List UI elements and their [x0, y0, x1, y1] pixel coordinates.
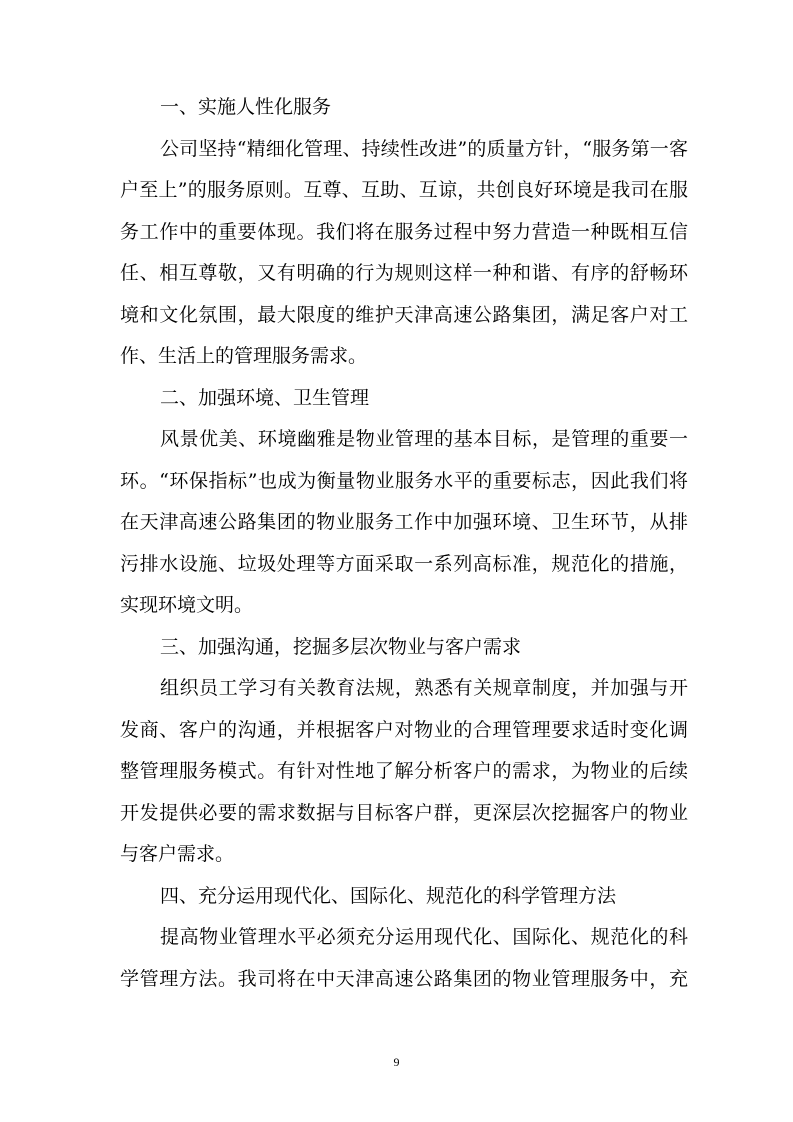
paragraph-line: 公司坚持“精细化管理、持续性改进”的质量方针，“服务第一客	[160, 137, 688, 160]
document-body	[120, 87, 688, 1000]
paragraph-line: 实现环境文明。	[120, 594, 254, 616]
paragraph-line: 务工作中的重要体现。我们将在服务过程中努力营造一种既相互信	[120, 220, 688, 243]
paragraph-line: 学管理方法。我司将在中天津高速公路集团的物业管理服务中，充	[120, 967, 688, 990]
paragraph-line: 任、相互尊敬，又有明确的行为规则这样一种和谐、有序的舒畅环	[120, 262, 688, 284]
section-heading: 一、实施人性化服务	[160, 96, 332, 118]
page-number: 9	[393, 1055, 400, 1069]
section-heading: 三、加强沟通，挖掘多层次物业与客户需求	[160, 635, 522, 658]
paragraph-line: 作、生活上的管理服务需求。	[120, 345, 368, 367]
section-heading: 二、加强环境、卫生管理	[160, 386, 370, 409]
paragraph-line: 组织员工学习有关教育法规，熟悉有关规章制度，并加强与开	[160, 677, 688, 699]
paragraph-line: 与客户需求。	[120, 843, 235, 865]
paragraph-line: 户至上”的服务原则。互尊、互助、互谅，共创良好环境是我司在服	[120, 179, 688, 201]
paragraph-line: 在天津高速公路集团的物业服务工作中加强环境、卫生环节，从排	[120, 511, 688, 533]
section-heading: 四、充分运用现代化、国际化、规范化的科学管理方法	[160, 884, 617, 907]
paragraph-line: 提高物业管理水平必须充分运用现代化、国际化、规范化的科	[160, 926, 688, 948]
paragraph-line: 发商、客户的沟通，并根据客户对物业的合理管理要求适时变化调	[120, 718, 688, 741]
paragraph-line: 开发提供必要的需求数据与目标客户群，更深层次挖掘客户的物业	[120, 801, 688, 824]
paragraph-line: 境和文化氛围，最大限度的维护天津高速公路集团，满足客户对工	[120, 303, 688, 326]
paragraph-line: 污排水设施、垃圾处理等方面采取一系列高标准，规范化的措施，	[120, 552, 688, 575]
paragraph-line: 整管理服务模式。有针对性地了解分析客户的需求，为物业的后续	[120, 760, 688, 782]
paragraph-line: 环。“环保指标”也成为衡量物业服务水平的重要标志，因此我们将	[120, 469, 688, 492]
paragraph-line: 风景优美、环境幽雅是物业管理的基本目标，是管理的重要一	[160, 428, 688, 450]
